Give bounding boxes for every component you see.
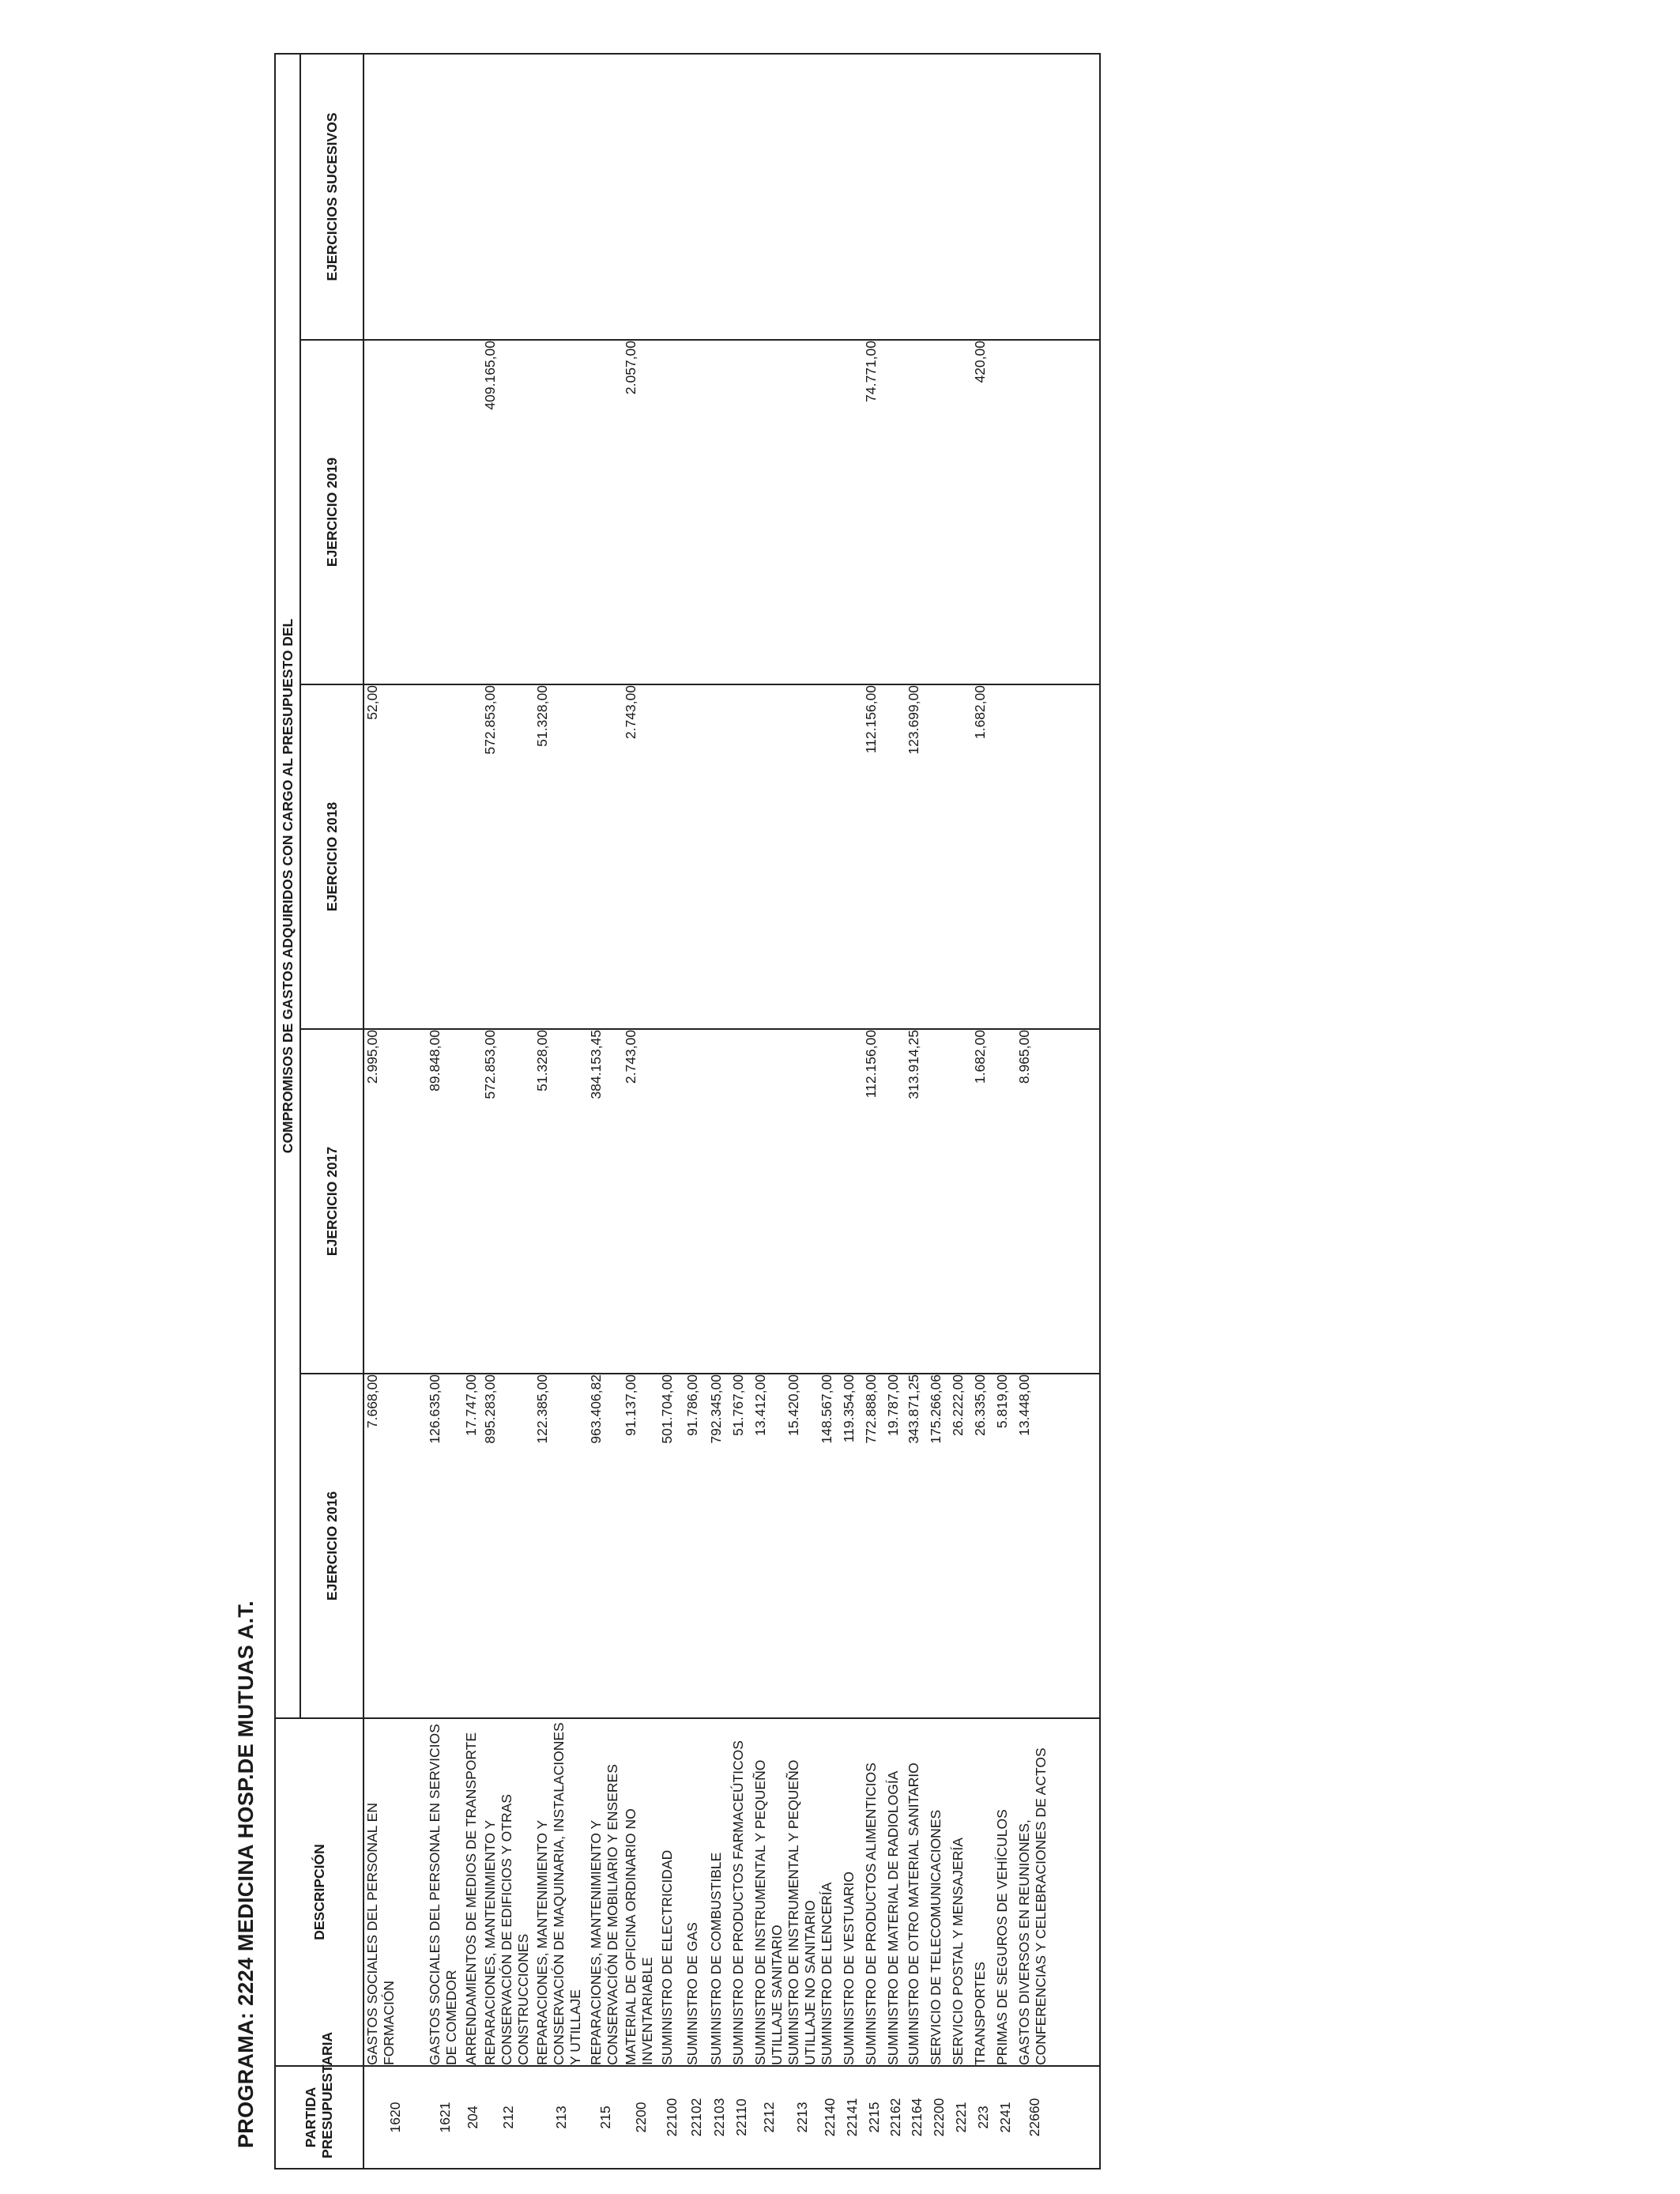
cell-ej2018	[928, 684, 950, 1029]
cell-ej2019	[588, 340, 623, 684]
cell-ej2018	[885, 684, 906, 1029]
cell-ej2017: 572.853,00	[482, 1029, 534, 1374]
table-row	[730, 54, 752, 2169]
cell-descripcion: SUMINISTRO DE OTRO MATERIAL SANITARIO	[906, 1718, 928, 2066]
cell-ej2016: 5.819,00	[994, 1374, 1016, 1718]
cell-descripcion: SUMINISTRO DE VESTUARIO	[841, 1718, 863, 2066]
cell-ej2017	[950, 1029, 972, 1374]
cell-ej2019	[534, 340, 588, 684]
cell-ej2017	[752, 1029, 785, 1374]
table-row	[994, 54, 1016, 2169]
cell-ej2018	[950, 684, 972, 1029]
cell-partida: 2213	[785, 2066, 819, 2169]
cell-ej2018	[463, 684, 482, 1029]
cell-ej2018	[588, 684, 623, 1029]
cell-sucesivos	[1016, 54, 1053, 340]
header-compromisos: COMPROMISOS DE GASTOS ADQUIRIDOS CON CARGO AL PRESUPUESTO DEL	[275, 54, 300, 1718]
table-row	[972, 54, 994, 2169]
cell-ej2018: 112.156,00	[863, 684, 885, 1029]
cell-descripcion: SUMINISTRO DE INSTRUMENTAL Y PEQUEÑO UTILLAJE SANITARIO	[752, 1718, 785, 2066]
cell-ej2019	[684, 340, 708, 684]
cell-ej2017	[819, 1029, 841, 1374]
cell-ej2017	[994, 1029, 1016, 1374]
cell-ej2016: 26.222,00	[950, 1374, 972, 1718]
table-row	[863, 54, 885, 2169]
cell-ej2018	[1016, 684, 1053, 1029]
table-row	[427, 54, 463, 2169]
cell-partida: 22100	[659, 2066, 684, 2169]
cell-sucesivos	[752, 54, 785, 340]
cell-ej2018: 123.699,00	[906, 684, 928, 1029]
cell-ej2018	[659, 684, 684, 1029]
cell-partida: 22660	[1016, 2066, 1053, 2169]
cell-ej2017: 2.743,00	[623, 1029, 659, 1374]
cell-sucesivos	[863, 54, 885, 340]
cell-sucesivos	[928, 54, 950, 340]
header-partida: PARTIDA PRESUPUESTARIA	[275, 2066, 363, 2169]
cell-partida: 1620	[363, 2066, 427, 2169]
table-row	[363, 54, 427, 2169]
cell-sucesivos	[885, 54, 906, 340]
cell-sucesivos	[708, 54, 730, 340]
cell-sucesivos	[482, 54, 534, 340]
cell-descripcion: SUMINISTRO DE GAS	[684, 1718, 708, 2066]
cell-ej2018: 52,00	[363, 684, 427, 1029]
cell-ej2016: 343.871,25	[906, 1374, 928, 1718]
table-row	[785, 54, 819, 2169]
cell-sucesivos	[659, 54, 684, 340]
cell-ej2016: 895.283,00	[482, 1374, 534, 1718]
cell-ej2016: 19.787,00	[885, 1374, 906, 1718]
cell-ej2018	[427, 684, 463, 1029]
cell-ej2016: 963.406,82	[588, 1374, 623, 1718]
cell-ej2016: 122.385,00	[534, 1374, 588, 1718]
cell-ej2017: 1.682,00	[972, 1029, 994, 1374]
cell-ej2019	[427, 340, 463, 684]
cell-descripcion: GASTOS SOCIALES DEL PERSONAL EN SERVICIOS DE COMEDOR	[427, 1718, 463, 2066]
cell-ej2017	[841, 1029, 863, 1374]
cell-sucesivos	[819, 54, 841, 340]
header-ejercicios-sucesivos: EJERCICIOS SUCESIVOS	[300, 54, 363, 340]
cell-ej2019	[841, 340, 863, 684]
cell-ej2019	[906, 340, 928, 684]
cell-partida: 223	[972, 2066, 994, 2169]
cell-descripcion: TRANSPORTES	[972, 1718, 994, 2066]
cell-sucesivos	[588, 54, 623, 340]
cell-sucesivos	[994, 54, 1016, 340]
cell-ej2019	[1016, 340, 1053, 684]
cell-partida: 22162	[885, 2066, 906, 2169]
cell-ej2019: 2.057,00	[623, 340, 659, 684]
cell-ej2018: 2.743,00	[623, 684, 659, 1029]
cell-ej2016: 119.354,00	[841, 1374, 863, 1718]
table-row	[885, 54, 906, 2169]
cell-ej2018: 1.682,00	[972, 684, 994, 1029]
header-ejercicio-2019: EJERCICIO 2019	[300, 340, 363, 684]
header-ejercicio-2017: EJERCICIO 2017	[300, 1029, 363, 1374]
cell-ej2017	[885, 1029, 906, 1374]
cell-ej2019	[928, 340, 950, 684]
cell-ej2019	[363, 340, 427, 684]
cell-ej2017: 2.995,00	[363, 1029, 427, 1374]
empty-cell	[1053, 684, 1100, 1029]
cell-ej2019	[463, 340, 482, 684]
cell-ej2019: 420,00	[972, 340, 994, 684]
cell-partida: 1621	[427, 2066, 463, 2169]
empty-cell	[1053, 1718, 1100, 2066]
table-filler-row	[1053, 54, 1100, 2169]
cell-sucesivos	[906, 54, 928, 340]
cell-ej2016: 26.335,00	[972, 1374, 994, 1718]
cell-partida: 2212	[752, 2066, 785, 2169]
cell-partida: 22102	[684, 2066, 708, 2169]
cell-ej2019	[708, 340, 730, 684]
cell-partida: 22140	[819, 2066, 841, 2169]
cell-ej2019	[950, 340, 972, 684]
cell-ej2016: 17.747,00	[463, 1374, 482, 1718]
cell-sucesivos	[950, 54, 972, 340]
budget-commitments-table	[274, 53, 1101, 2169]
table-row	[841, 54, 863, 2169]
cell-ej2016: 148.567,00	[819, 1374, 841, 1718]
cell-ej2018	[730, 684, 752, 1029]
cell-ej2017: 89.848,00	[427, 1029, 463, 1374]
cell-ej2019	[785, 340, 819, 684]
cell-descripcion: REPARACIONES, MANTENIMIENTO Y CONSERVACIÓN DE MOBILIARIO Y ENSERES	[588, 1718, 623, 2066]
table-row	[482, 54, 534, 2169]
cell-ej2016: 91.786,00	[684, 1374, 708, 1718]
cell-partida: 2241	[994, 2066, 1016, 2169]
cell-ej2017	[928, 1029, 950, 1374]
cell-ej2016: 15.420,00	[785, 1374, 819, 1718]
cell-ej2018	[708, 684, 730, 1029]
table-row	[684, 54, 708, 2169]
cell-descripcion: PRIMAS DE SEGUROS DE VEHÍCULOS	[994, 1718, 1016, 2066]
cell-partida: 215	[588, 2066, 623, 2169]
cell-ej2019: 409.165,00	[482, 340, 534, 684]
table-row	[950, 54, 972, 2169]
cell-sucesivos	[841, 54, 863, 340]
cell-descripcion: SERVICIO POSTAL Y MENSAJERÍA	[950, 1718, 972, 2066]
table-row	[708, 54, 730, 2169]
cell-ej2018	[819, 684, 841, 1029]
cell-descripcion: MATERIAL DE OFICINA ORDINARIO NO INVENTARIABLE	[623, 1718, 659, 2066]
cell-partida: 213	[534, 2066, 588, 2169]
cell-ej2018: 572.853,00	[482, 684, 534, 1029]
cell-descripcion: REPARACIONES, MANTENIMIENTO Y CONSERVACIÓN DE MAQUINARIA, INSTALACIONES Y UTILLAJE	[534, 1718, 588, 2066]
cell-ej2017	[730, 1029, 752, 1374]
table-row	[623, 54, 659, 2169]
cell-descripcion: SUMINISTRO DE INSTRUMENTAL Y PEQUEÑO UTILLAJE NO SANITARIO	[785, 1718, 819, 2066]
cell-ej2018	[994, 684, 1016, 1029]
cell-ej2019	[659, 340, 684, 684]
cell-sucesivos	[534, 54, 588, 340]
cell-ej2016: 501.704,00	[659, 1374, 684, 1718]
cell-ej2017	[659, 1029, 684, 1374]
cell-sucesivos	[427, 54, 463, 340]
empty-cell	[1053, 54, 1100, 340]
cell-partida: 2200	[623, 2066, 659, 2169]
table-row	[463, 54, 482, 2169]
cell-ej2016: 126.635,00	[427, 1374, 463, 1718]
cell-partida: 22103	[708, 2066, 730, 2169]
cell-sucesivos	[684, 54, 708, 340]
cell-ej2017	[463, 1029, 482, 1374]
empty-cell	[1053, 1029, 1100, 1374]
cell-partida: 2215	[863, 2066, 885, 2169]
cell-ej2016: 7.668,00	[363, 1374, 427, 1718]
cell-ej2018	[752, 684, 785, 1029]
cell-partida: 22110	[730, 2066, 752, 2169]
cell-ej2017	[708, 1029, 730, 1374]
cell-descripcion: REPARACIONES, MANTENIMIENTO Y CONSERVACIÓN DE EDIFICIOS Y OTRAS CONSTRUCCIONES	[482, 1718, 534, 2066]
cell-ej2017	[684, 1029, 708, 1374]
cell-descripcion: SUMINISTRO DE PRODUCTOS ALIMENTICIOS	[863, 1718, 885, 2066]
cell-ej2019	[730, 340, 752, 684]
header-descripcion: DESCRIPCIÓN	[275, 1718, 363, 2066]
cell-ej2019	[752, 340, 785, 684]
cell-ej2016: 13.448,00	[1016, 1374, 1053, 1718]
cell-ej2018: 51.328,00	[534, 684, 588, 1029]
cell-ej2017: 384.153,45	[588, 1029, 623, 1374]
cell-ej2017	[785, 1029, 819, 1374]
cell-ej2017: 313.914,25	[906, 1029, 928, 1374]
cell-descripcion: SUMINISTRO DE PRODUCTOS FARMACEÚTICOS	[730, 1718, 752, 2066]
cell-partida: 22141	[841, 2066, 863, 2169]
cell-ej2018	[684, 684, 708, 1029]
cell-partida: 22164	[906, 2066, 928, 2169]
cell-sucesivos	[730, 54, 752, 340]
table-row	[588, 54, 623, 2169]
cell-partida: 212	[482, 2066, 534, 2169]
cell-ej2016: 772.888,00	[863, 1374, 885, 1718]
cell-partida: 22200	[928, 2066, 950, 2169]
cell-sucesivos	[463, 54, 482, 340]
cell-ej2019	[885, 340, 906, 684]
cell-ej2017: 51.328,00	[534, 1029, 588, 1374]
cell-partida: 2221	[950, 2066, 972, 2169]
table-row	[534, 54, 588, 2169]
empty-cell	[1053, 340, 1100, 684]
header-ejercicio-2018: EJERCICIO 2018	[300, 684, 363, 1029]
cell-sucesivos	[363, 54, 427, 340]
cell-sucesivos	[972, 54, 994, 340]
empty-cell	[1053, 2066, 1100, 2169]
cell-ej2018	[785, 684, 819, 1029]
table-row	[819, 54, 841, 2169]
table-row	[1016, 54, 1053, 2169]
cell-descripcion: GASTOS SOCIALES DEL PERSONAL EN FORMACIÓN	[363, 1718, 427, 2066]
table-body	[363, 54, 1100, 2169]
cell-descripcion: SUMINISTRO DE LENCERÍA	[819, 1718, 841, 2066]
cell-partida: 204	[463, 2066, 482, 2169]
cell-descripcion: SERVICIO DE TELECOMUNICACIONES	[928, 1718, 950, 2066]
cell-descripcion: ARRENDAMIENTOS DE MEDIOS DE TRANSPORTE	[463, 1718, 482, 2066]
cell-ej2016: 13.412,00	[752, 1374, 785, 1718]
table-row	[906, 54, 928, 2169]
cell-ej2019: 74.771,00	[863, 340, 885, 684]
table-row	[752, 54, 785, 2169]
cell-descripcion: SUMINISTRO DE MATERIAL DE RADIOLOGÍA	[885, 1718, 906, 2066]
cell-ej2017: 8.965,00	[1016, 1029, 1053, 1374]
cell-ej2016: 792.345,00	[708, 1374, 730, 1718]
cell-ej2017: 112.156,00	[863, 1029, 885, 1374]
header-ejercicio-2016: EJERCICIO 2016	[300, 1374, 363, 1718]
table-row	[659, 54, 684, 2169]
cell-sucesivos	[623, 54, 659, 340]
empty-cell	[1053, 1374, 1100, 1718]
cell-ej2016: 51.767,00	[730, 1374, 752, 1718]
table-row	[928, 54, 950, 2169]
cell-descripcion: SUMINISTRO DE ELECTRICIDAD	[659, 1718, 684, 2066]
cell-ej2019	[994, 340, 1016, 684]
cell-descripcion: SUMINISTRO DE COMBUSTIBLE	[708, 1718, 730, 2066]
cell-sucesivos	[785, 54, 819, 340]
cell-ej2018	[841, 684, 863, 1029]
cell-descripcion: GASTOS DIVERSOS EN REUNIONES, CONFERENCIAS Y CELEBRACIONES DE ACTOS	[1016, 1718, 1053, 2066]
cell-ej2016: 175.266,06	[928, 1374, 950, 1718]
program-title: PROGRAMA: 2224 MEDICINA HOSP.DE MUTUAS A.T.	[234, 1600, 258, 2148]
cell-ej2019	[819, 340, 841, 684]
cell-ej2016: 91.137,00	[623, 1374, 659, 1718]
